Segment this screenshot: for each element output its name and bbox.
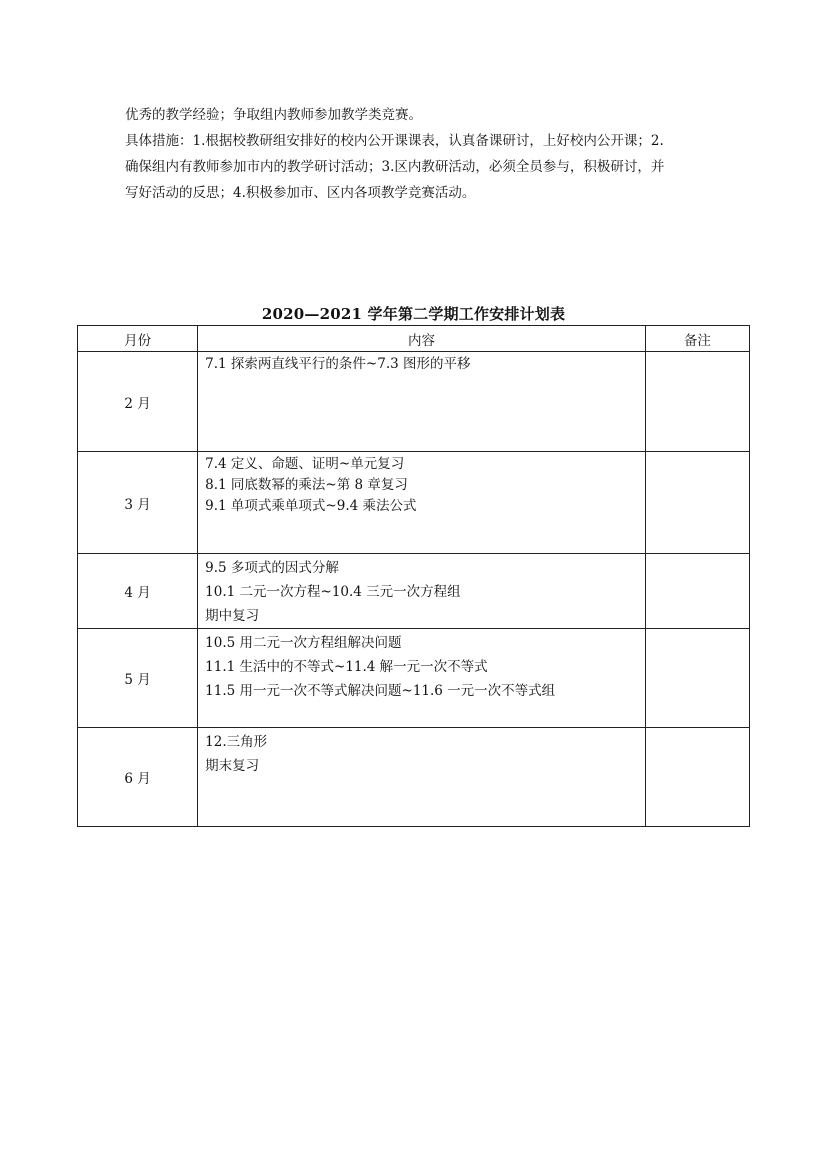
content-item: 8.1 同底数幂的乘法~第 8 章复习 — [205, 477, 408, 493]
plan-table — [77, 325, 750, 827]
table-row — [78, 629, 750, 728]
remark-cell — [645, 728, 749, 827]
content-item: 11.5 用一元一次不等式解决问题~11.6 一元一次不等式组 — [205, 683, 556, 699]
month-cell: 5 月 — [78, 629, 198, 728]
content-item: 9.5 多项式的因式分解 — [205, 560, 339, 576]
month-cell: 3 月 — [78, 452, 198, 554]
month-cell: 2 月 — [78, 352, 198, 452]
content-item: 7.4 定义、命题、证明~单元复习 — [205, 456, 405, 472]
intro-line: 具体措施：1.根据校教研组安排好的校内公开课课表，认真备课研讨，上好校内公开课；2. — [125, 133, 664, 149]
content-cell — [198, 728, 646, 827]
header-remark: 备注 — [645, 326, 749, 352]
table-row — [78, 554, 750, 629]
remark-cell — [645, 629, 749, 728]
intro-line: 写好活动的反思；4.积极参加市、区内各项教学竞赛活动。 — [125, 185, 476, 201]
content-cell — [198, 554, 646, 629]
remark-cell — [645, 352, 749, 452]
table-row — [78, 452, 750, 554]
content-item: 9.1 单项式乘单项式~9.4 乘法公式 — [205, 498, 417, 514]
content-item: 期中复习 — [205, 608, 260, 624]
header-month: 月份 — [78, 326, 198, 352]
month-cell: 6 月 — [78, 728, 198, 827]
intro-line: 优秀的教学经验；争取组内教师参加教学类竞赛。 — [125, 107, 422, 123]
content-item: 10.1 二元一次方程~10.4 三元一次方程组 — [205, 584, 461, 600]
content-item: 7.1 探索两直线平行的条件~7.3 图形的平移 — [205, 356, 471, 372]
content-cell — [198, 352, 646, 452]
remark-cell — [645, 554, 749, 629]
content-item: 11.1 生活中的不等式~11.4 解一元一次不等式 — [205, 659, 488, 675]
month-cell: 4 月 — [78, 554, 198, 629]
table-header-row — [78, 326, 750, 352]
content-item: 12.三角形 — [205, 734, 268, 750]
table-row — [78, 352, 750, 452]
intro-paragraph — [125, 102, 715, 206]
content-cell — [198, 452, 646, 554]
content-cell — [198, 629, 646, 728]
plan-title: 2020—2021 学年第二学期工作安排计划表 — [261, 305, 566, 323]
intro-line: 确保组内有教师参加市内的教学研讨活动；3.区内教研活动，必须全员参与，积极研讨，并 — [125, 159, 665, 175]
remark-cell — [645, 452, 749, 554]
content-item: 10.5 用二元一次方程组解决问题 — [205, 635, 402, 651]
table-row — [78, 728, 750, 827]
header-content: 内容 — [198, 326, 646, 352]
content-item: 期末复习 — [205, 758, 260, 774]
